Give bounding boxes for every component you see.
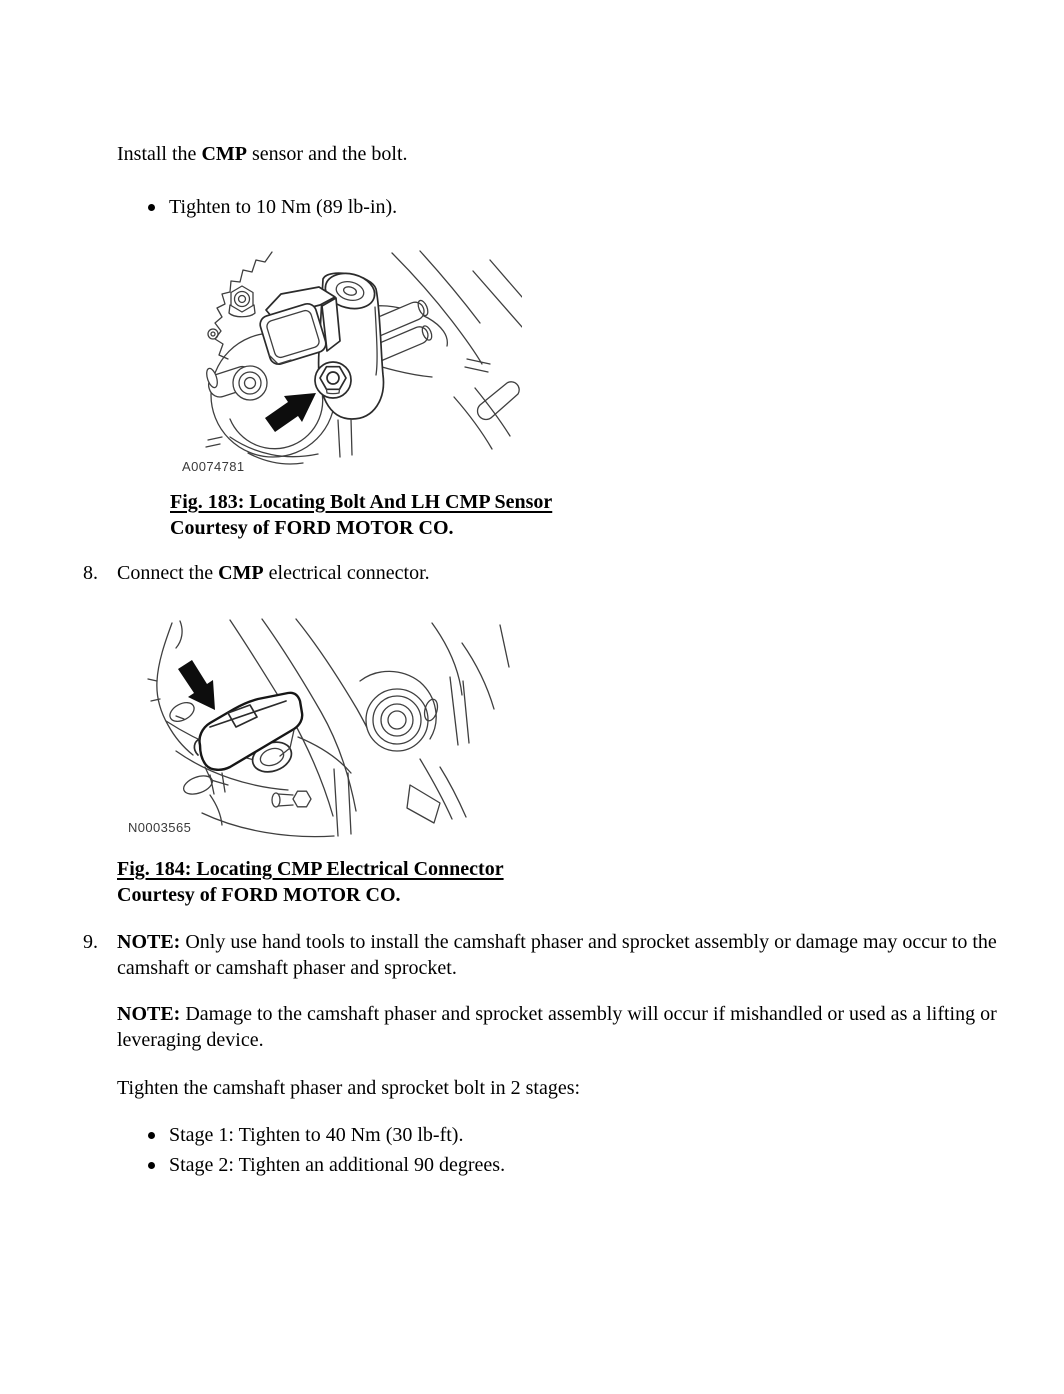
torque-spec-bullet <box>148 194 1006 220</box>
torque-spec-text: Tighten to 10 Nm (89 lb-in). <box>169 196 398 218</box>
stages-list <box>117 1122 1006 1178</box>
step-8-text <box>117 560 1006 586</box>
stage-2-text: Stage 2: Tighten an additional 90 degrees. <box>169 1154 506 1176</box>
figure-183-part-code: A0074781 <box>182 459 245 474</box>
figure-183-caption-courtesy: Courtesy of FORD MOTOR CO. <box>170 517 454 539</box>
intro-paragraph <box>117 141 1006 167</box>
figure-183-caption-title: Fig. 183: Locating Bolt And LH CMP Sensor <box>170 491 553 513</box>
step-9-number: 9. <box>83 931 98 953</box>
step-9-item <box>0 929 1006 1182</box>
bullet-dot-icon <box>148 1132 155 1139</box>
figure-184-part-code: N0003565 <box>128 820 192 835</box>
stage-1-bullet <box>148 1122 948 1148</box>
step-9-note-2 <box>117 1001 1006 1053</box>
figure-184-caption-courtesy: Courtesy of FORD MOTOR CO. <box>117 884 401 906</box>
figure-184 <box>110 617 522 839</box>
step-9-body <box>117 929 1006 1182</box>
note-1-label: NOTE: <box>117 931 181 953</box>
step-8-number: 8. <box>83 562 98 584</box>
bullet-dot-icon <box>148 204 155 211</box>
step-8-text-post: electrical connector. <box>263 562 430 584</box>
stage-2-bullet <box>148 1152 948 1178</box>
figure-184-caption <box>117 856 1064 908</box>
note-1-text: Only use hand tools to install the camshaft phaser and sprocket assembly or damage may occur to the camshaft or camshaft phaser and sprocket. <box>117 931 997 979</box>
figure-184-caption-title: Fig. 184: Locating CMP Electrical Connector <box>117 858 504 880</box>
step-8-item <box>0 560 1006 586</box>
step-9-note-1 <box>117 929 1006 981</box>
step-8-text-pre: Connect the <box>117 562 219 584</box>
stages-intro: Tighten the camshaft phaser and sprocket bolt in 2 stages: <box>117 1077 581 1099</box>
cmp-connector-line-art <box>110 617 522 839</box>
stage-1-text: Stage 1: Tighten to 40 Nm (30 lb-ft). <box>169 1124 464 1146</box>
bolt-callout-arrow-icon <box>265 393 316 432</box>
intro-text-post: sensor and the bolt. <box>246 143 408 165</box>
cmp-sensor-bolt-line-art <box>170 247 522 475</box>
note-2-text: Damage to the camshaft phaser and sprocket assembly will occur if mishandled or used as a lifting or leveraging device. <box>117 1003 997 1051</box>
note-2-label: NOTE: <box>117 1003 181 1025</box>
step-8-text-bold-cmp: CMP <box>218 562 264 584</box>
bullet-dot-icon <box>148 1162 155 1169</box>
intro-text-pre: Install the <box>117 143 202 165</box>
figure-183-caption <box>170 489 1064 541</box>
figure-183 <box>170 247 522 475</box>
intro-text-bold-cmp: CMP <box>201 143 247 165</box>
